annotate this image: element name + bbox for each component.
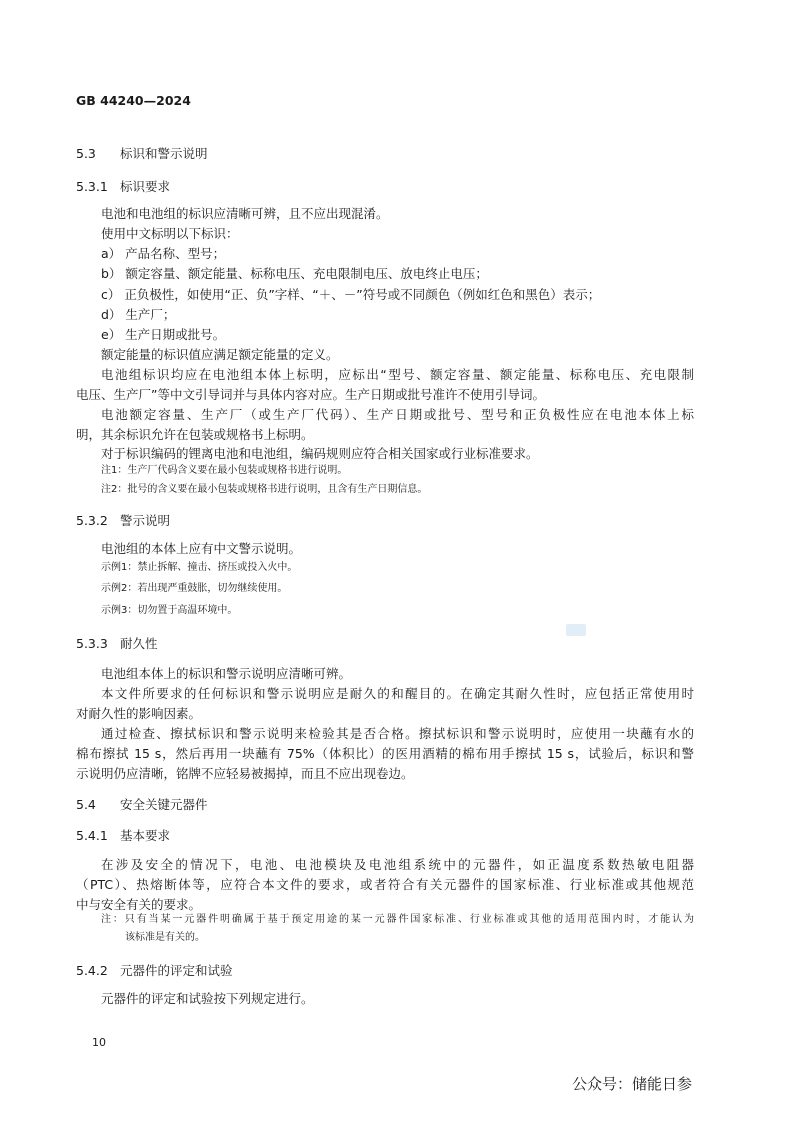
heading-5-4-1 [76,826,170,844]
watermark [566,624,586,636]
list-item-e: e） 生产日期或批号。 [101,327,226,342]
paragraph: 电池组本体上的标识和警示说明应清晰可辨。 [101,666,352,681]
paragraph-line: 明，其余标识允许在包装或规格书上标明。 [76,427,314,442]
heading-title: 耐久性 [120,636,158,651]
list-item-d: d） 生产厂； [101,307,176,322]
heading-title: 警示说明 [120,513,171,528]
note: 注1：生产厂代码含义要在最小包装或规格书进行说明。 [101,465,348,476]
heading-number: 5.4 [76,797,96,812]
paragraph: 对于标识编码的锂离电池和电池组，编码规则应符合相关国家或行业标准要求。 [101,446,539,461]
list-item-b: b） 额定容量、额定能量、标称电压、充电限制电压、放电终止电压； [101,266,488,281]
heading-5-4 [76,795,208,813]
heading-number: 5.3 [76,146,96,161]
list-item-c: c） 正负极性，如使用“正、负”字样、“＋、－”符号或不同颜色（例如红色和黑色）表示； [101,287,601,302]
list-item-a: a） 产品名称、型号； [101,246,226,261]
paragraph-line: 电池额定容量、生产厂（或生产厂代码）、生产日期或批号、型号和正负极性应在电池本体上标 [101,407,694,422]
heading-5-3-3 [76,634,158,652]
heading-number: 5.4.1 [76,828,108,843]
paragraph: 使用中文标明以下标识： [101,226,239,241]
heading-title: 元器件的评定和试验 [120,963,233,978]
example: 示例1：禁止拆解、撞击、挤压或投入火中。 [101,562,298,573]
paragraph-line: 电压、生产厂”等中文引导词并与具体内容对应。生产日期或批号准许不使用引导词。 [76,387,545,402]
heading-number: 5.3.2 [76,513,108,528]
heading-title: 标识和警示说明 [120,146,208,161]
note: 注2：批号的含义要在最小包装或规格书进行说明，且含有生产日期信息。 [101,484,428,495]
standard-number: GB 44240—2024 [76,93,191,108]
paragraph: 电池组的本体上应有中文警示说明。 [101,541,302,556]
heading-number: 5.3.3 [76,636,108,651]
paragraph: 元器件的评定和试验按下列规定进行。 [101,991,314,1006]
heading-title: 安全关键元器件 [120,797,208,812]
paragraph-line: 通过检查、擦拭标识和警示说明来检验其是否合格。擦拭标识和警示说明时，应使用一块蘸有水的 [101,726,694,741]
note-line: 该标准是有关的。 [125,932,205,943]
example: 示例2：若出现严重鼓胀，切勿继续使用。 [101,583,288,594]
heading-5-3-2 [76,511,170,529]
heading-5-3-1 [76,177,170,195]
heading-number: 5.3.1 [76,179,108,194]
paragraph: 电池和电池组的标识应清晰可辨，且不应出现混淆。 [101,206,389,221]
footer-text: 公众号：储能日参 [572,1075,693,1093]
paragraph-line: 本文件所要求的任何标识和警示说明应是耐久的和醒目的。在确定其耐久性时，应包括正常使用时 [101,686,694,701]
paragraph-line: 棉布擦拭 15 s，然后再用一块蘸有 75%（体积比）的医用酒精的棉布用手擦拭 15 s，试验后，标识和警 [76,746,694,761]
heading-number: 5.4.2 [76,963,108,978]
heading-title: 基本要求 [120,828,171,843]
paragraph-line: 示说明仍应清晰，铭牌不应轻易被揭掉，而且不应出现卷边。 [76,766,414,781]
heading-5-3 [76,144,208,162]
paragraph-line: 中与安全有关的要求。 [76,897,202,912]
paragraph-line: 电池组标识均应在电池组本体上标明，应标出“型号、额定容量、额定能量、标称电压、充电限制 [101,367,694,382]
heading-title: 标识要求 [120,179,171,194]
paragraph-line: 对耐久性的影响因素。 [76,706,202,721]
paragraph-line: （PTC）、热熔断体等，应符合本文件的要求，或者符合有关元器件的国家标准、行业标准或其他规范 [76,877,694,892]
page-number: 10 [92,1036,106,1049]
paragraph-line: 在涉及安全的情况下，电池、电池模块及电池组系统中的元器件，如正温度系数热敏电阻器 [101,857,694,872]
example: 示例3：切勿置于高温环境中。 [101,605,238,616]
paragraph: 额定能量的标识值应满足额定能量的定义。 [101,347,339,362]
heading-5-4-2 [76,961,233,979]
note-line: 注：只有当某一元器件明确属于基于预定用途的某一元器件国家标准、行业标准或其他的适用范围内时，才能认为 [101,914,694,925]
